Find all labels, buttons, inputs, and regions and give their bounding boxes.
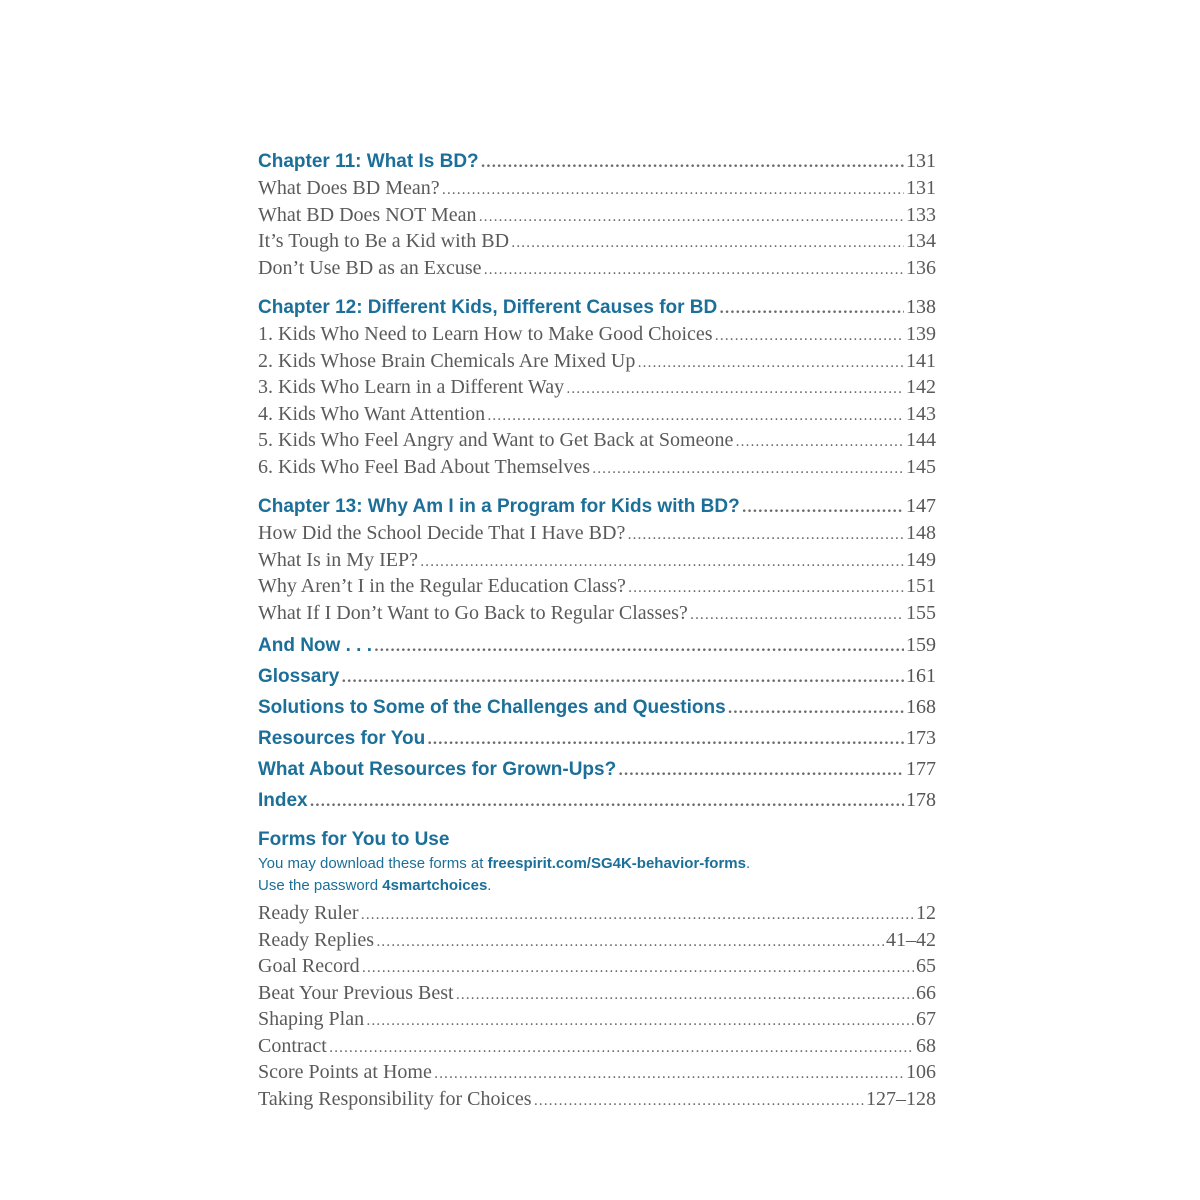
page-number: 173 [906,727,936,749]
page-number: 151 [906,575,936,597]
chapter-heading[interactable] [258,148,936,175]
toc-entry[interactable] [258,228,936,255]
entry-title: It’s Tough to Be a Kid with BD [258,230,510,252]
toc-resources-for-you[interactable] [258,725,936,752]
entry-title: Goal Record [258,955,360,977]
form-entry[interactable] [258,1033,936,1060]
dot-leader [376,929,884,954]
dot-leader [329,1035,914,1060]
page-number: 141 [906,349,936,372]
page-number: 145 [906,455,936,478]
page-number: 159 [906,634,936,656]
page-number: 65 [916,955,936,977]
toc-glossary[interactable] [258,663,936,690]
entry-title: 5. Kids Who Feel Angry and Want to Get Back at Someone [258,429,734,451]
dot-leader [618,758,904,783]
toc-grown-up-resources[interactable] [258,756,936,783]
dot-leader [310,789,904,814]
dot-leader [719,296,904,321]
toc-entry[interactable] [258,547,936,574]
chapter-11-section [258,148,936,281]
page-number: 136 [906,256,936,279]
chapter-title: Chapter 11: What Is BD? [258,151,479,172]
page-number: 155 [906,601,936,624]
dot-leader [478,204,904,229]
toc-solutions[interactable] [258,694,936,721]
forms-password-note [258,875,936,897]
back-matter-title: What About Resources for Grown-Ups? [258,759,617,780]
chapter-heading[interactable] [258,493,936,520]
forms-heading: Forms for You to Use [258,829,450,850]
dot-leader [442,177,904,202]
dot-leader [592,456,904,481]
form-entry[interactable] [258,1086,936,1113]
chapter-title: Chapter 12: Different Kids, Different Causes for BD [258,297,718,318]
toc-entry[interactable] [258,374,936,401]
toc-entry[interactable] [258,255,936,282]
toc-entry[interactable] [258,348,936,375]
back-matter-title: Index [258,790,308,811]
entry-title: Score Points at Home [258,1061,432,1083]
dot-leader [456,982,914,1007]
toc-entry[interactable] [258,427,936,454]
page-number: 148 [906,522,936,544]
dot-leader [420,549,904,574]
page-number: 168 [906,696,936,718]
dot-leader [374,634,904,659]
download-url-link[interactable]: freespirit.com/SG4K-behavior-forms [487,855,746,872]
toc-entry[interactable] [258,454,936,481]
dot-leader [427,727,904,752]
page-number: 144 [906,429,936,451]
form-entry[interactable] [258,1059,936,1086]
entry-title: Shaping Plan [258,1008,365,1030]
page-number: 133 [906,203,936,226]
page-number: 134 [906,230,936,252]
dot-leader [627,522,904,547]
page-number: 67 [916,1008,936,1030]
entry-title: 6. Kids Who Feel Bad About Themselves [258,455,591,478]
entry-title: Contract [258,1034,327,1057]
entry-title: 1. Kids Who Need to Learn How to Make Good Choices [258,323,713,345]
dot-leader [341,665,904,690]
page-number: 139 [906,323,936,345]
toc-entry[interactable] [258,175,936,202]
chapter-heading[interactable] [258,294,936,321]
dot-leader [366,1008,914,1033]
dot-leader [715,323,904,348]
toc-entry[interactable] [258,321,936,348]
page-number: 143 [906,402,936,425]
page-number: 138 [906,296,936,318]
dot-leader [434,1061,904,1086]
page-number: 142 [906,376,936,398]
entry-title: What BD Does NOT Mean [258,203,477,226]
dot-leader [690,602,904,627]
page-number: 147 [906,495,936,517]
page-number: 131 [906,177,936,199]
page-number: 68 [916,1034,936,1057]
form-entry[interactable] [258,953,936,980]
form-entry[interactable] [258,927,936,954]
entry-title: 2. Kids Whose Brain Chemicals Are Mixed Up [258,349,636,372]
chapter-12-section [258,294,936,480]
dot-leader [361,902,914,927]
page-number: 66 [916,981,936,1004]
entry-title: What If I Don’t Want to Go Back to Regular Classes? [258,601,688,624]
dot-leader [566,376,904,401]
page-number: 149 [906,548,936,571]
entry-title: Beat Your Previous Best [258,981,454,1004]
form-entry[interactable] [258,1006,936,1033]
back-matter-title: Solutions to Some of the Challenges and Questions [258,697,726,718]
page-number: 178 [906,789,936,811]
page-number: 127–128 [866,1087,936,1110]
dot-leader [481,150,904,175]
dot-leader [742,495,904,520]
entry-title: What Is in My IEP? [258,548,418,571]
dot-leader [483,257,904,282]
chapter-title: Chapter 13: Why Am I in a Program for Kids with BD? [258,496,740,517]
toc-entry[interactable] [258,401,936,428]
entry-title: 4. Kids Who Want Attention [258,402,486,425]
entry-title: Don’t Use BD as an Excuse [258,256,482,279]
dot-leader [534,1088,864,1113]
page-number: 161 [906,665,936,687]
toc-entry[interactable] [258,573,936,600]
toc-index[interactable] [258,787,936,814]
toc-entry[interactable] [258,520,936,547]
note-prefix: You may download these forms at [258,855,488,872]
entry-title: Taking Responsibility for Choices [258,1087,532,1110]
back-matter-title: Glossary [258,666,340,687]
toc-entry[interactable] [258,600,936,627]
dot-leader [637,350,904,375]
chapter-13-section [258,493,936,626]
entry-title: 3. Kids Who Learn in a Different Way [258,376,565,398]
page-number: 177 [906,758,936,780]
dot-leader [362,955,914,980]
note-prefix: Use the password [258,877,383,894]
entry-title: Ready Ruler [258,902,359,924]
note-suffix: . [487,877,492,894]
page-number: 106 [906,1061,936,1083]
toc-and-now[interactable] [258,632,936,659]
entry-title: What Does BD Mean? [258,177,440,199]
dot-leader [487,403,904,428]
page-number: 41–42 [886,928,936,951]
entry-title: Why Aren’t I in the Regular Education Class? [258,575,626,597]
table-of-contents [258,148,936,1112]
page-number: 12 [916,902,936,924]
dot-leader [728,696,904,721]
dot-leader [511,230,904,255]
back-matter-title: Resources for You [258,728,426,749]
dot-leader [628,575,904,600]
dot-leader [735,429,904,454]
back-matter-title: And Now . . . [258,635,372,656]
entry-title: Ready Replies [258,928,375,951]
page-number: 131 [906,150,936,172]
toc-entry[interactable] [258,202,936,229]
form-entry[interactable] [258,900,936,927]
forms-download-note [258,853,936,875]
password-text: 4smartchoices [382,877,488,894]
form-entry[interactable] [258,980,936,1007]
entry-title: How Did the School Decide That I Have BD? [258,522,626,544]
note-suffix: . [745,855,751,872]
